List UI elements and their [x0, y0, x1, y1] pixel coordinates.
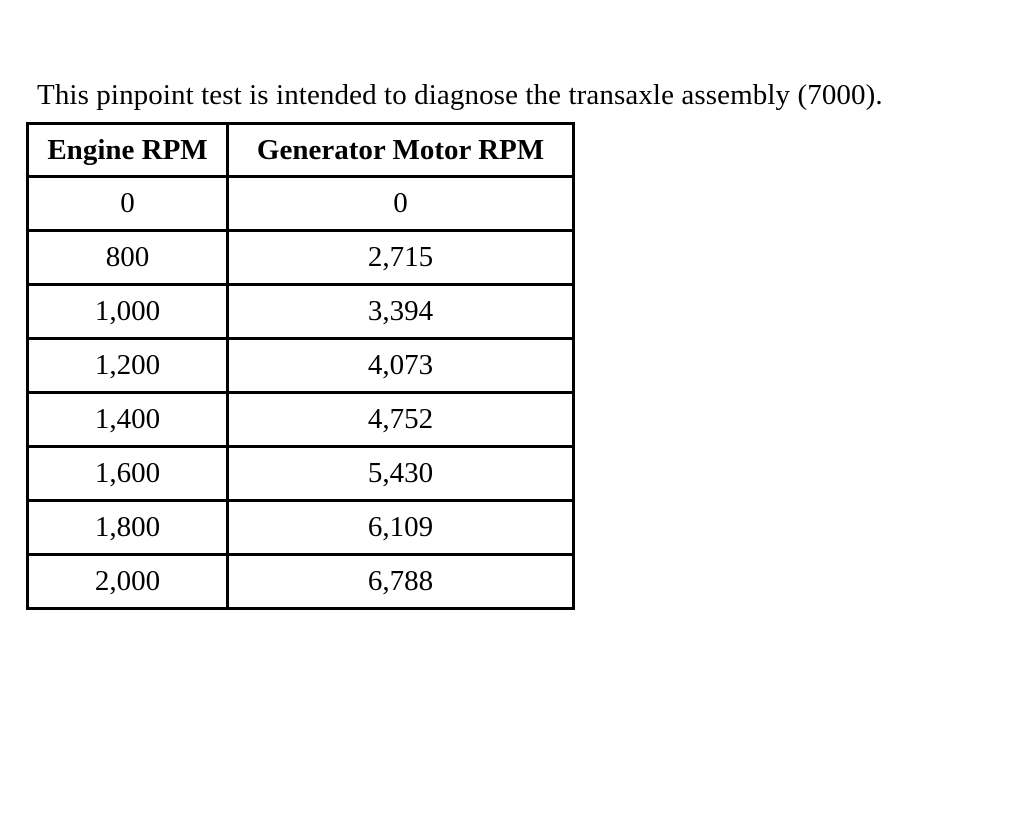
table-row: [28, 393, 574, 447]
generator-rpm-cell: 4,073: [228, 339, 574, 393]
table-row: [28, 501, 574, 555]
engine-rpm-cell: 2,000: [28, 555, 228, 609]
header-engine-rpm: Engine RPM: [28, 124, 228, 177]
engine-rpm-cell: 1,400: [28, 393, 228, 447]
generator-rpm-cell: 4,752: [228, 393, 574, 447]
table-header-row: [28, 124, 574, 177]
table-row: [28, 231, 574, 285]
table-row: [28, 285, 574, 339]
table-row: [28, 555, 574, 609]
table-row: [28, 447, 574, 501]
generator-rpm-cell: 3,394: [228, 285, 574, 339]
rpm-table: [26, 122, 575, 610]
engine-rpm-cell: 1,800: [28, 501, 228, 555]
engine-rpm-cell: 0: [28, 177, 228, 231]
engine-rpm-cell: 1,000: [28, 285, 228, 339]
intro-text: This pinpoint test is intended to diagnose the transaxle assembly (7000).: [37, 79, 883, 111]
engine-rpm-cell: 1,200: [28, 339, 228, 393]
engine-rpm-cell: 1,600: [28, 447, 228, 501]
table-row: [28, 177, 574, 231]
generator-rpm-cell: 5,430: [228, 447, 574, 501]
generator-rpm-cell: 6,109: [228, 501, 574, 555]
header-generator-motor-rpm: Generator Motor RPM: [228, 124, 574, 177]
table-row: [28, 339, 574, 393]
generator-rpm-cell: 2,715: [228, 231, 574, 285]
generator-rpm-cell: 6,788: [228, 555, 574, 609]
generator-rpm-cell: 0: [228, 177, 574, 231]
engine-rpm-cell: 800: [28, 231, 228, 285]
